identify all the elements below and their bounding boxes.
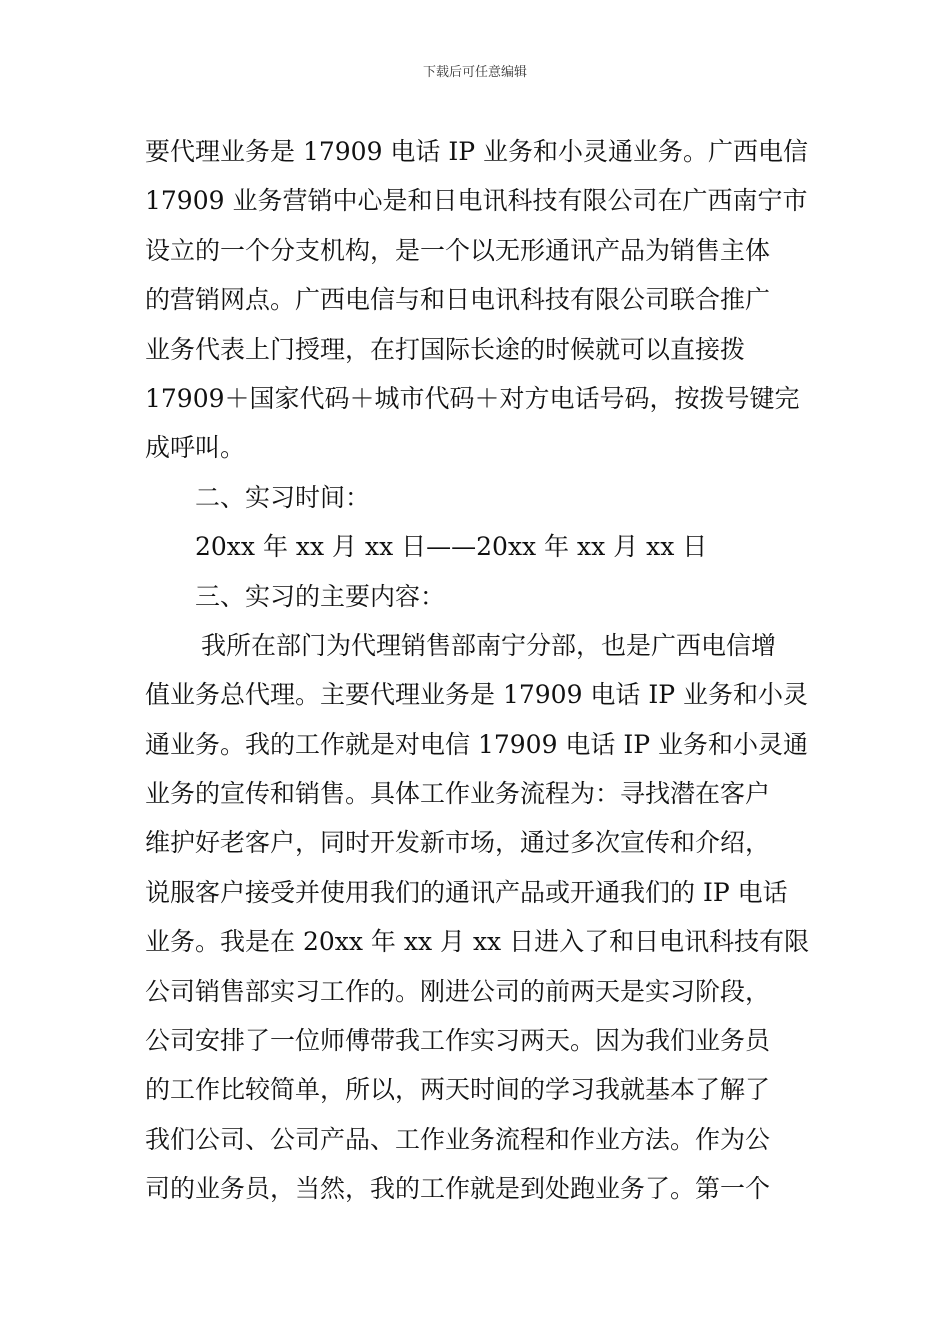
paragraph-line: 17909 业务营销中心是和日电讯科技有限公司在广西南宁市 [145, 186, 808, 216]
paragraph-line: 维护好老客户，同时开发新市场，通过多次宣传和介绍， [145, 828, 771, 858]
paragraph-line: 公司销售部实习工作的。刚进公司的前两天是实习阶段， [145, 976, 771, 1006]
paragraph-line: 我们公司、公司产品、工作业务流程和作业方法。作为公 [145, 1124, 771, 1154]
paragraph-line: 业务的宣传和销售。具体工作业务流程为：寻找潜在客户 [145, 779, 771, 809]
paragraph-line: 通业务。我的工作就是对电信 17909 电话 IP 业务和小灵通 [145, 729, 809, 759]
section-heading: 三、实习的主要内容： [195, 581, 446, 611]
paragraph-line: 公司安排了一位师傅带我工作实习两天。因为我们业务员 [145, 1026, 771, 1056]
paragraph-line: 说服客户接受并使用我们的通讯产品或开通我们的 IP 电话 [145, 877, 788, 907]
paragraph-line: 我所在部门为代理销售部南宁分部，也是广西电信增 [201, 630, 777, 660]
page-header: 下载后可任意编辑 [422, 65, 527, 80]
paragraph-line: 的工作比较简单，所以，两天时间的学习我就基本了解了 [145, 1075, 771, 1105]
paragraph-line: 值业务总代理。主要代理业务是 17909 电话 IP 业务和小灵 [145, 680, 809, 710]
paragraph-line: 的营销网点。广西电信与和日电讯科技有限公司联合推广 [145, 285, 771, 315]
paragraph-line: 17909＋国家代码＋城市代码＋对方电话号码，按拨号键完 [145, 383, 800, 413]
date-range: 20xx 年 xx 月 xx 日——20xx 年 xx 月 xx 日 [195, 532, 708, 562]
paragraph-line: 司的业务员，当然，我的工作就是到处跑业务了。第一个 [145, 1174, 771, 1204]
paragraph-line: 业务代表上门授理，在打国际长途的时候就可以直接拨 [145, 334, 746, 364]
section-heading: 二、实习时间： [195, 482, 371, 512]
body-text [145, 127, 810, 1214]
paragraph-line: 成呼叫。 [145, 433, 246, 463]
paragraph-line: 要代理业务是 17909 电话 IP 业务和小灵通业务。广西电信 [145, 137, 809, 166]
paragraph-line: 业务。我是在 20xx 年 xx 月 xx 日进入了和日电讯科技有限 [145, 927, 810, 957]
paragraph-line: 设立的一个分支机构，是一个以无形通讯产品为销售主体 [145, 235, 771, 265]
